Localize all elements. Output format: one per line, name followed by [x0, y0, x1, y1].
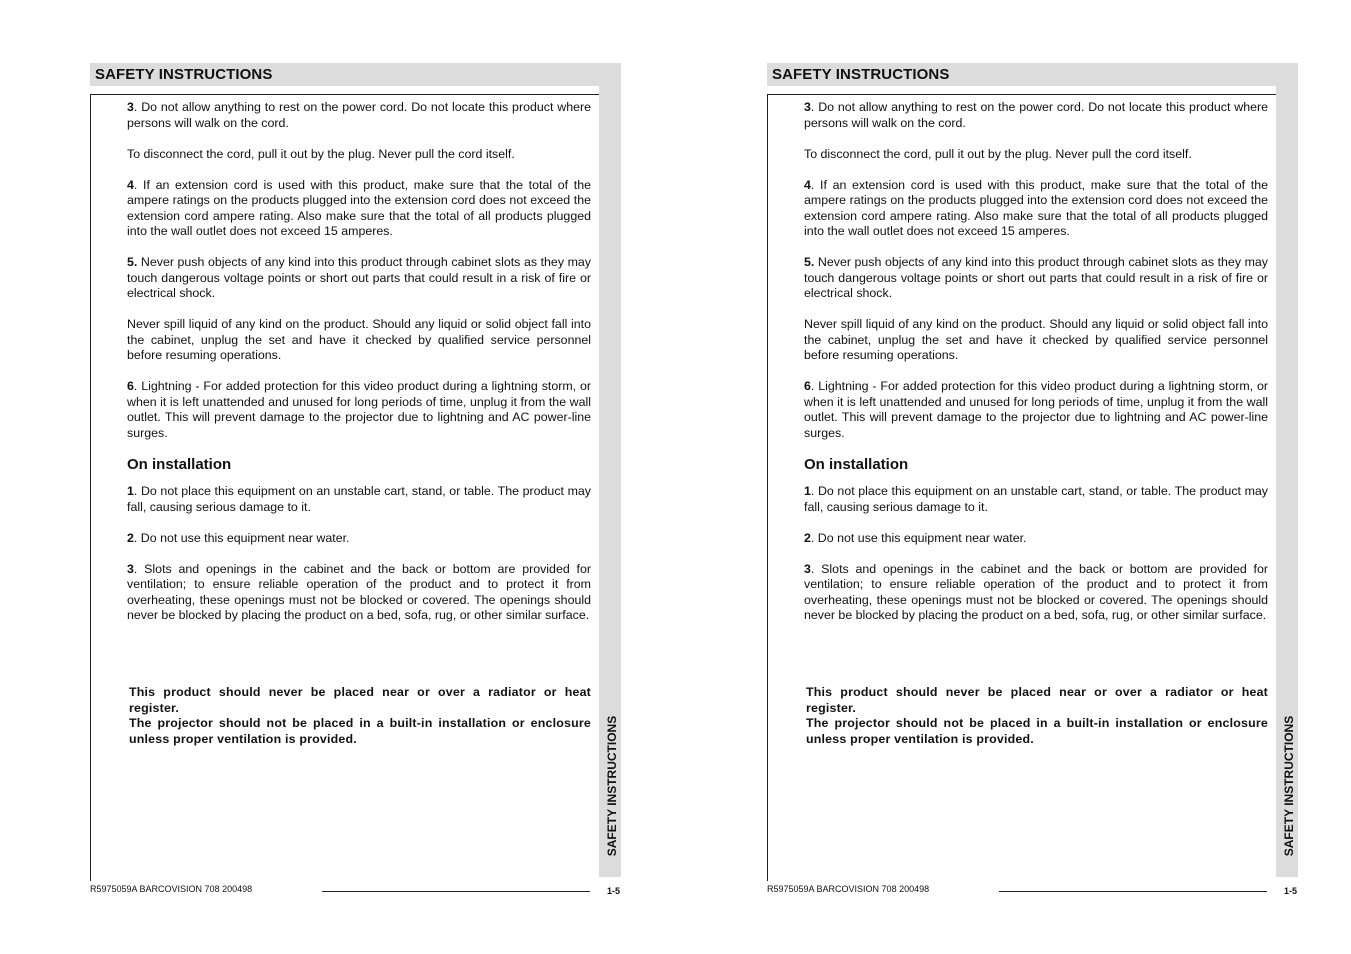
- item-number: 3: [804, 100, 811, 114]
- paragraph-text: . If an extension cord is used with this product, make sure that the total of the ampere ratings on the products plugged into the extension cord does not exceed the extension cord ampere rating. Also make sure that the total of all products plugged into the wall outlet does not exceed 15 amperes.: [127, 177, 591, 238]
- paragraph-text: . Do not allow anything to rest on the power cord. Do not locate this product where persons will walk on the cord.: [804, 100, 1268, 130]
- paragraph-text: . Do not allow anything to rest on the power cord. Do not locate this product where persons will walk on the cord.: [127, 100, 591, 130]
- section-heading-installation: On installation: [127, 455, 232, 473]
- item-number: 1: [127, 484, 134, 498]
- page-right: [767, 0, 1307, 954]
- paragraph-text: . Slots and openings in the cabinet and the back or bottom are provided for ventilation; to ensure reliable operation of the product and to protect it from overheating, these openings must not be blocked or covered. The openings should never be blocked by placing the product on a bed, sofa, rug, or other similar surface.: [127, 561, 591, 622]
- paragraph-text: . If an extension cord is used with this product, make sure that the total of the ampere ratings on the products plugged into the extension cord does not exceed the extension cord ampere rating. Also make sure that the total of all products plugged into the wall outlet does not exceed 15 amperes.: [804, 177, 1268, 238]
- section-heading-installation: On installation: [804, 455, 909, 473]
- paragraph-item-6: [804, 379, 1268, 441]
- header-bar: [90, 63, 621, 86]
- paragraph-text: . Lightning - For added protection for this video product during a lightning storm, or when it is left unattended and unused for long periods of time, unplug it from the wall outlet. This will prevent damage to the projector due to lightning and AC power-line surges.: [804, 379, 1268, 440]
- paragraph-spill: Never spill liquid of any kind on the product. Should any liquid or solid object fall into the cabinet, unplug the set and have it checked by qualified service personnel before resuming operations.: [127, 317, 591, 362]
- paragraph-install-1: [127, 484, 591, 515]
- warning-radiator: This product should never be placed near or over a radiator or heat register.: [806, 685, 1268, 715]
- item-number: 5.: [804, 255, 815, 269]
- item-number: 2: [127, 530, 134, 545]
- paragraph-text: . Do not place this equipment on an unstable cart, stand, or table. The product may fall, causing serious damage to it.: [127, 484, 591, 514]
- item-number: 3: [127, 561, 134, 576]
- paragraph-item-3: [804, 100, 1268, 131]
- item-number: 6: [127, 379, 134, 393]
- paragraph-text: . Slots and openings in the cabinet and the back or bottom are provided for ventilation; to ensure reliable operation of the product and to protect it from overheating, these openings must not be blocked or covered. The openings should never be blocked by placing the product on a bed, sofa, rug, or other similar surface.: [804, 561, 1268, 622]
- frame-top-rule: [90, 94, 599, 95]
- paragraph-install-2: [804, 531, 1268, 547]
- item-number: 2: [804, 530, 811, 545]
- header-bar: [767, 63, 1298, 86]
- item-number: 5.: [127, 255, 138, 269]
- warning-ventilation: The projector should not be placed in a built-in installation or enclosure unless proper ventilation is provided.: [129, 716, 591, 746]
- paragraph-install-3: [127, 562, 591, 624]
- paragraph-text: . Do not use this equipment near water.: [133, 530, 350, 545]
- warning-radiator: This product should never be placed near or over a radiator or heat register.: [129, 685, 591, 715]
- content-body: [127, 100, 591, 639]
- item-number: 3: [127, 100, 134, 114]
- paragraph-item-4: [804, 178, 1268, 240]
- frame-left-rule: [90, 94, 91, 881]
- footer-rule: [322, 891, 590, 892]
- paragraph-install-2: [127, 531, 591, 547]
- footer-page-number: 1-5: [607, 886, 621, 896]
- side-tab-label: SAFETY INSTRUCTIONS: [1282, 715, 1296, 857]
- warning-box: [129, 685, 591, 747]
- side-tab-label: SAFETY INSTRUCTIONS: [605, 715, 619, 857]
- footer-doc-ref: R5975059A BARCOVISION 708 200498: [767, 884, 930, 894]
- page-left: [90, 0, 630, 954]
- paragraph-item-4: [127, 178, 591, 240]
- paragraph-spill: Never spill liquid of any kind on the product. Should any liquid or solid object fall into the cabinet, unplug the set and have it checked by qualified service personnel before resuming operations.: [804, 317, 1268, 362]
- frame-top-rule: [767, 94, 1276, 95]
- warning-box: [806, 685, 1268, 747]
- item-number: 3: [804, 561, 811, 576]
- warning-ventilation: The projector should not be placed in a built-in installation or enclosure unless proper ventilation is provided.: [806, 716, 1268, 746]
- paragraph-text: Never push objects of any kind into this product through cabinet slots as they may touch dangerous voltage points or short out parts that could result in a risk of fire or electrical shock.: [127, 255, 591, 300]
- item-number: 1: [804, 484, 811, 498]
- paragraph-text: Never push objects of any kind into this product through cabinet slots as they may touch dangerous voltage points or short out parts that could result in a risk of fire or electrical shock.: [804, 255, 1268, 300]
- paragraph-item-5: [127, 255, 591, 302]
- paragraph-disconnect: To disconnect the cord, pull it out by the plug. Never pull the cord itself.: [127, 146, 515, 161]
- item-number: 4: [127, 177, 134, 192]
- paragraph-text: . Do not use this equipment near water.: [810, 530, 1027, 545]
- footer-page-number: 1-5: [1284, 886, 1298, 896]
- paragraph-item-5: [804, 255, 1268, 302]
- frame-left-rule: [767, 94, 768, 881]
- paragraph-install-3: [804, 562, 1268, 624]
- paragraph-item-3: [127, 100, 591, 131]
- paragraph-disconnect: To disconnect the cord, pull it out by the plug. Never pull the cord itself.: [804, 146, 1192, 161]
- item-number: 4: [804, 177, 811, 192]
- paragraph-text: . Lightning - For added protection for this video product during a lightning storm, or when it is left unattended and unused for long periods of time, unplug it from the wall outlet. This will prevent damage to the projector due to lightning and AC power-line surges.: [127, 379, 591, 440]
- content-body: [804, 100, 1268, 639]
- footer-doc-ref: R5975059A BARCOVISION 708 200498: [90, 884, 253, 894]
- item-number: 6: [804, 379, 811, 393]
- paragraph-install-1: [804, 484, 1268, 515]
- footer-rule: [999, 891, 1267, 892]
- paragraph-item-6: [127, 379, 591, 441]
- page-title: SAFETY INSTRUCTIONS: [772, 66, 950, 83]
- page-title: SAFETY INSTRUCTIONS: [95, 66, 273, 83]
- paragraph-text: . Do not place this equipment on an unstable cart, stand, or table. The product may fall, causing serious damage to it.: [804, 484, 1268, 514]
